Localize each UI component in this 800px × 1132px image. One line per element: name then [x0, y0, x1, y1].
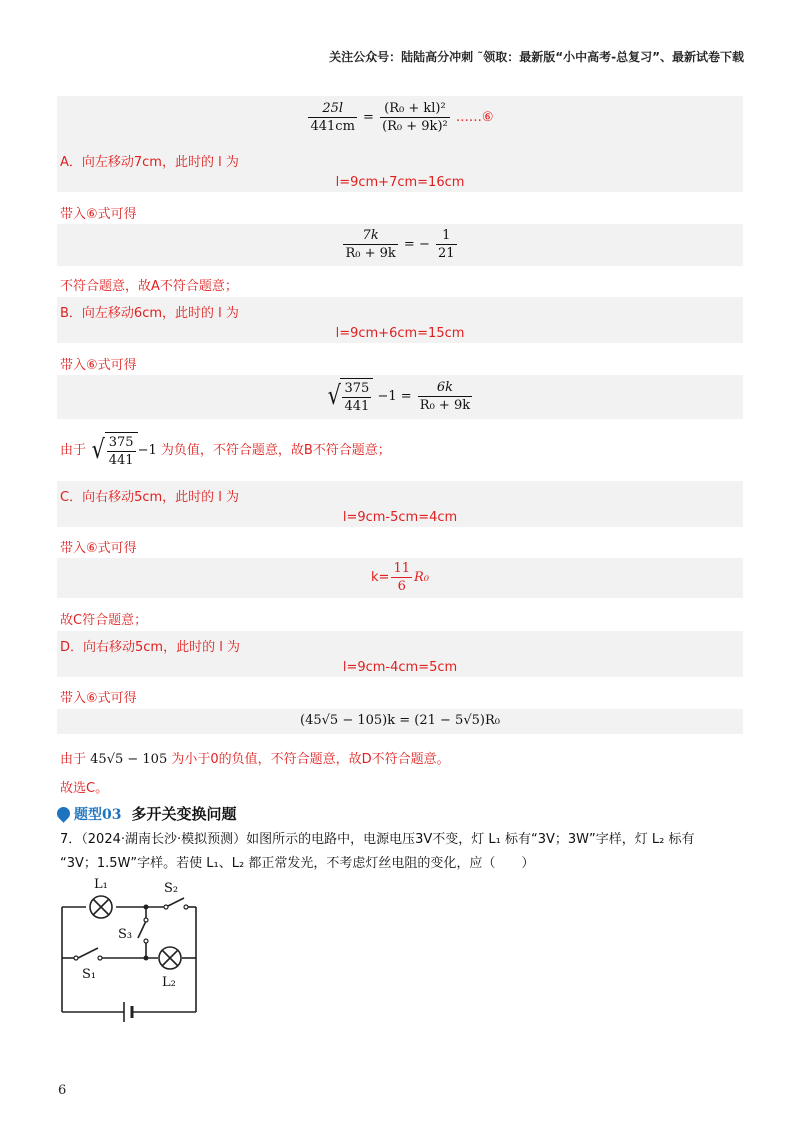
answer-line: 故选C。 — [60, 781, 109, 796]
page-header: 关注公众号：陆陆高分冲刺 ˜领取：最新版“小中高考-总复习”、最新试卷下载 — [329, 50, 744, 64]
label-s1: S₁ — [82, 967, 97, 982]
option-a-conclusion: 不符合题意，故A不符合题意； — [60, 279, 238, 294]
option-b-calc: l=9cm+6cm=15cm — [335, 326, 465, 341]
option-a-equation: $\frac{7k}{\text{R₀ + 9k}}$ = − $\frac{1}{21}$ — [345, 228, 455, 261]
option-b-equation: √ $\frac{375}{441}$ −1 = $\frac{6k}{\text{R₀ + 9k}}$ — [327, 380, 471, 414]
option-c-calc: l=9cm-5cm=4cm — [342, 510, 458, 525]
question-7-line-2: “3V；1.5W”字样。若使 L₁、L₂ 都正常发光，不考虑灯丝电阻的变化，应（ ） — [60, 856, 535, 871]
option-a-calc: l=9cm+7cm=16cm — [335, 175, 465, 190]
label-l2: L₂ — [162, 975, 176, 990]
junction-dot — [144, 956, 149, 961]
switch-s3-blade — [138, 921, 146, 938]
option-b-substitute: 带入⑥式可得 — [60, 358, 137, 373]
switch-s3-terminal — [144, 939, 148, 943]
switch-s2-terminal — [164, 905, 168, 909]
topic-heading: 题型03 多开关变换问题 — [57, 803, 237, 824]
option-c-line: C．向右移动5cm，此时的 l 为 — [60, 490, 240, 505]
option-c-equation: k= $\frac{11}{6}$ R₀ — [371, 561, 429, 594]
switch-s1-terminal — [98, 956, 102, 960]
option-b-conclusion: 由于 √ $\frac{375}{441}$ −1 为负值，不符合题意，故B不符合题意； — [60, 432, 391, 469]
option-d-substitute: 带入⑥式可得 — [60, 691, 137, 706]
label-s2: S₂ — [164, 881, 179, 896]
option-d-equation: (45√5 − 105)k = (21 − 5√5)R₀ — [300, 713, 500, 728]
switch-s3-terminal — [144, 918, 148, 922]
switch-s2-blade — [166, 898, 184, 907]
page-number: 6 — [58, 1083, 67, 1098]
option-a-substitute: 带入⑥式可得 — [60, 207, 137, 222]
option-b-line: B．向左移动6cm，此时的 l 为 — [60, 306, 239, 321]
option-d-conclusion: 由于 45√5 − 105 为小于0的负值，不符合题意，故D不符合题意。 — [60, 752, 450, 767]
option-d-calc: l=9cm-4cm=5cm — [342, 660, 458, 675]
switch-s1-blade — [78, 948, 98, 958]
switch-s2-terminal — [184, 905, 188, 909]
label-s3: S₃ — [118, 927, 133, 942]
junction-dot — [144, 905, 149, 910]
option-d-line: D．向右移动5cm，此时的 l 为 — [60, 640, 240, 655]
equation-6-marker: ……⑥ — [455, 110, 494, 125]
switch-s1-terminal — [74, 956, 78, 960]
label-l1: L₁ — [94, 877, 108, 892]
option-c-conclusion: 故C符合题意； — [60, 613, 148, 628]
question-7-line-1: 7．（2024·湖南长沙·模拟预测）如图所示的电路中，电源电压3V不变，灯 L₁ 标有“3V；3W”字样，灯 L₂ 标有 — [60, 832, 695, 847]
location-pin-icon — [54, 804, 72, 822]
circuit-diagram — [54, 874, 214, 1024]
option-a-line: A．向左移动7cm，此时的 l 为 — [60, 155, 239, 170]
option-c-substitute: 带入⑥式可得 — [60, 541, 137, 556]
equation-6: $\frac{25l}{441cm}$ = $\frac{\text{(R₀ + kl)²}}{\text{(R₀ + 9k)²}}$ ……⑥ — [310, 101, 494, 134]
